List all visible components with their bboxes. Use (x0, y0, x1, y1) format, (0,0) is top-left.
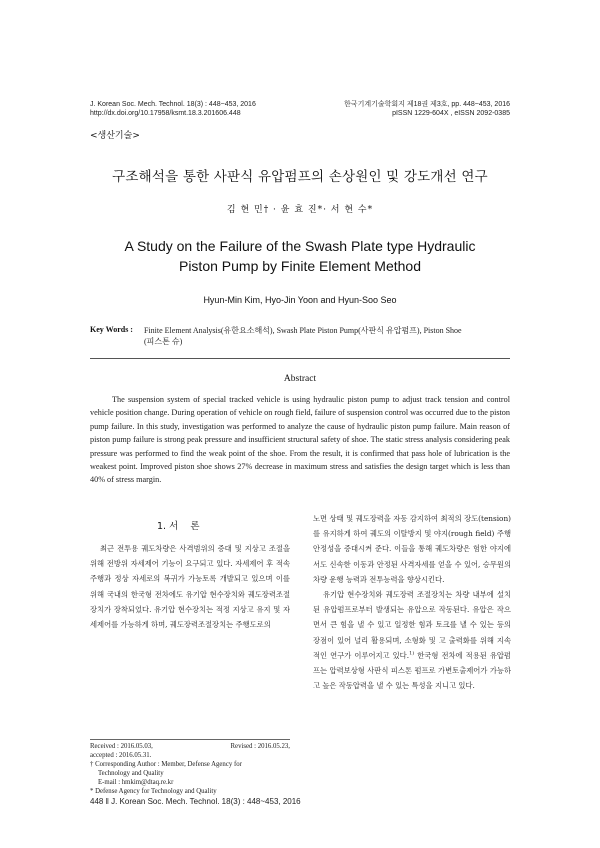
revised-date: Revised : 2016.05.23, (230, 743, 290, 750)
doi-link[interactable]: http://dx.doi.org/10.17958/ksmt.18.3.201606.448 (90, 110, 241, 117)
section-heading: 1. 서 론 (157, 521, 200, 532)
title-english-line: Piston Pump by Finite Element Method (178, 258, 421, 274)
abstract-heading: Abstract (283, 374, 317, 384)
email[interactable]: E-mail : hmkim@dtaq.re.kr (98, 779, 174, 786)
intro-paragraph-left: 최근 전투용 궤도차량은 사격범위의 증대 및 지상고 조절을 위해 전방위 자세제어 기능이 요구되고 있다. 자세제어 후 적속 주행과 정상 자세로의 복귀가 가능토록 개발되고 있으며 이를 위해 국내의 한국형 전차에도 유기압 현수장치와 궤도장력조절장치가 장착되었다. 유기압 현수장치는 적정 지상고 유지 및 자세제어를 가능하게 하며, 궤도장력조절장치는 주행도로의 (90, 544, 290, 630)
journal-citation-left (90, 100, 256, 118)
citation-line-ko: 한국기계기술학회지 제18권 제3호, pp. 448~453, 2016 (344, 101, 510, 108)
title-korean: 구조해석을 통한 사판식 유압펌프의 손상원인 및 강도개선 연구 (112, 169, 488, 185)
keywords-text (144, 325, 514, 347)
title-english (0, 236, 600, 276)
authors-korean: 김 현 민† · 윤 효 진*· 서 현 수* (226, 205, 374, 215)
title-english-line: A Study on the Failure of the Swash Plate type Hydraulic (124, 238, 476, 254)
footnotes (90, 742, 290, 796)
keywords-line: Finite Element Analysis(유한요소해석), Swash Plate Piston Pump(사판식 유압펌프), Piston Shoe (144, 326, 462, 335)
dates-line (90, 742, 290, 751)
intro-paragraph: 노면 상태 및 궤도장력을 자동 감지하여 최적의 장도(tension)를 유지하게 하여 궤도의 이탈방지 및 야지(rough field) 주행 안정성을 증대시켜 준다. 이들을 통해 궤도차량은 험한 야지에서도 신속한 이동과 안정된 사격자세를 얻을 수 있어, 승무원의 차량 운행 능력과 전투능력을 향상시킨다. (313, 514, 511, 584)
received-date: Received : 2016.05.03, (90, 743, 153, 750)
keywords-label: Key Words : (90, 325, 133, 334)
authors-english: Hyun-Min Kim, Hyo-Jin Yoon and Hyun-Soo Seo (203, 295, 397, 305)
footnote-divider (90, 739, 290, 740)
corresponding-author-cont: Technology and Quality (98, 770, 164, 777)
abstract-body: The suspension system of special tracked vehicle is using hydraulic piston pump to adjust track tension and control vehicle position change. During operation of vehicle on rough field, failure of suspension control was occurred due to the piston pump failure. In this study, investigation was performed to analyze the cause of hydraulic piston pump failure. Main reason of piston pump failure is strong peak pressure and insufficient structural safety of shoe. The static stress analysis considering peak pressure was performed to find the weak point of the shoe. From the result, it is confirmed that pass hole of lubrication is the weakest point. Improved piston shoe shows 27% decrease in maximum stress and satisfies the design target which is less than 40% of stress margin. (90, 395, 510, 485)
citation-line: J. Korean Soc. Mech. Technol. 18(3) : 448~453, 2016 (90, 101, 256, 108)
article-category: <생산기술> (90, 131, 140, 141)
reference-marker[interactable]: 1) (409, 650, 415, 657)
paragraph-text: 유기압 현수장치와 궤도장력 조절장치는 차량 내부에 설치된 유압펌프로부터 발생되는 유압으로 작동된다. 유압은 작으면서 큰 힘을 낼 수 있고 일정한 힘과 토크를 낼 수 있는 등의 장점이 있어 널리 활용되며, 소형화 및 고 출력화를 위해 지속적인 연구가 이루어지고 있다. (313, 590, 511, 660)
accepted-date: accepted : 2016.05.31. (90, 752, 152, 759)
paragraph-text: 한국형 전차에 적용된 유압펌프는 압력보상형 사판식 피스톤 펌프로 가변토출제어가 가능하고 높은 작동압력을 낼 수 있는 특성을 지니고 있다. (313, 650, 511, 691)
issn-line: pISSN 1229-604X , eISSN 2092-0385 (392, 110, 510, 117)
affiliation: * Defense Agency for Technology and Quality (90, 788, 217, 795)
page-footer: 448 ǁ J. Korean Soc. Mech. Technol. 18(3) : 448~453, 2016 (90, 797, 301, 806)
journal-citation-right (290, 100, 510, 118)
intro-column-right (313, 511, 511, 693)
keywords-line: (피스톤 슈) (144, 337, 183, 346)
corresponding-author: † Corresponding Author : Member, Defense Agency for (90, 761, 242, 768)
intro-paragraph (313, 587, 511, 693)
divider (90, 358, 510, 359)
